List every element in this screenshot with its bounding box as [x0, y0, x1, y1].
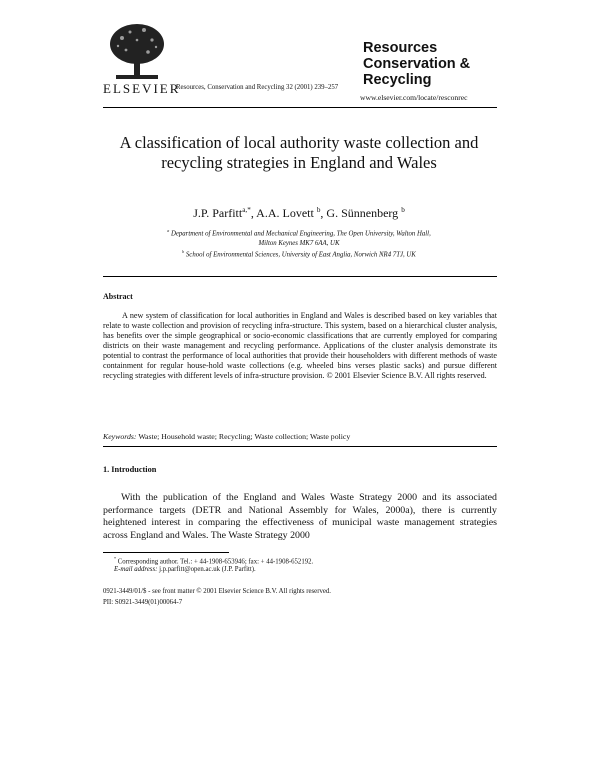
author-name: J.P. Parfitt	[193, 206, 243, 220]
author-affil-mark: a,*	[242, 206, 251, 214]
footnote-email	[114, 566, 256, 573]
article-title: A classification of local authority waste collection and recycling strategies in England and Wales	[119, 133, 479, 172]
journal-url[interactable]: www.elsevier.com/locate/resconrec	[360, 93, 468, 102]
footnote-corresponding	[114, 556, 313, 565]
abstract-body: A new system of classification for local authorities in England and Wales is described based on key variables that relate to waste collection and provision of recycling infra-structure. This system, based on a hierarchical cluster analysis, has benefits over the simple geographical or socio-economic classifications that are currently employed for comparing districts on their waste management and recycling performance. Applications of the cluster analysis demonstrate its potential to contrast the performance of local authorities that provide their householders with different methods of waste containment for regular house-hold waste collections (e.g. wheeled bins verses plastic sacks) and pursue different recycling strategies with different levels of infra-structure provision. © 2001 Elsevier Science B.V. All rights reserved.	[103, 311, 497, 380]
footnote-text: Corresponding author. Tel.: + 44-1908-653946; fax: + 44-1908-652192.	[117, 558, 314, 566]
keywords-list: Waste; Household waste; Recycling; Waste collection; Waste policy	[138, 432, 351, 441]
pii-line: PII: S0921-3449(01)00064-7	[103, 599, 183, 606]
publisher-name: ELSEVIER	[103, 81, 181, 96]
journal-title-line-2: Conservation &	[363, 56, 471, 72]
author-name: G. Sünnenberg	[326, 206, 399, 220]
section-heading: 1. Introduction	[103, 465, 157, 474]
author-affil-mark: b	[401, 206, 405, 214]
affiliation-text: Department of Environmental and Mechanical Engineering, The Open University, Walton Hall,	[170, 230, 431, 238]
affiliation-text: School of Environmental Sciences, University of East Anglia, Norwich NR4 7TJ, UK	[185, 251, 416, 259]
abstract-top-rule	[103, 276, 497, 277]
affiliation-a	[112, 226, 486, 249]
section-body: With the publication of the England and Wales Waste Strategy 2000 and its associated performance targets (DETR and National Assembly for Wales, 2000a), there is currently heightened interest in comparing the effectiveness of municipal waste management strategies across England and Wales. The Waste Strategy 2000	[103, 492, 497, 541]
publisher-tree-logo	[106, 20, 168, 82]
header-rule	[103, 107, 497, 108]
affiliation-text: Milton Keynes MK7 6AA, UK	[258, 240, 340, 248]
abstract-bottom-rule	[103, 446, 497, 447]
footnote-rule	[103, 552, 229, 553]
author-list: J.P. Parfitt$^{a,*}$, A.A. Lovett $^b$, G. Sünnenberg $^b$	[193, 206, 405, 220]
footnote-mark: *	[114, 556, 117, 561]
email-label: E-mail address:	[114, 566, 158, 573]
keywords	[103, 432, 497, 441]
issn-line: 0921-3449/01/$ - see front matter © 2001 Elsevier Science B.V. All rights reserved.	[103, 588, 331, 595]
affiliation-mark: a	[167, 228, 170, 233]
affiliation-b	[112, 247, 486, 260]
affiliation-mark: b	[182, 249, 185, 254]
author-name: A.A. Lovett	[256, 206, 314, 220]
journal-title-line-1: Resources	[363, 40, 438, 56]
keywords-label: Keywords:	[103, 432, 137, 441]
journal-title	[363, 40, 470, 88]
journal-reference: Resources, Conservation and Recycling 32 (2001) 239–257	[176, 84, 339, 91]
email-address[interactable]: j.p.parfitt@open.ac.uk (J.P. Parfitt).	[159, 566, 256, 573]
journal-title-line-3: Recycling	[363, 72, 432, 88]
abstract-heading: Abstract	[103, 292, 133, 301]
author-affil-mark: b	[316, 206, 321, 214]
